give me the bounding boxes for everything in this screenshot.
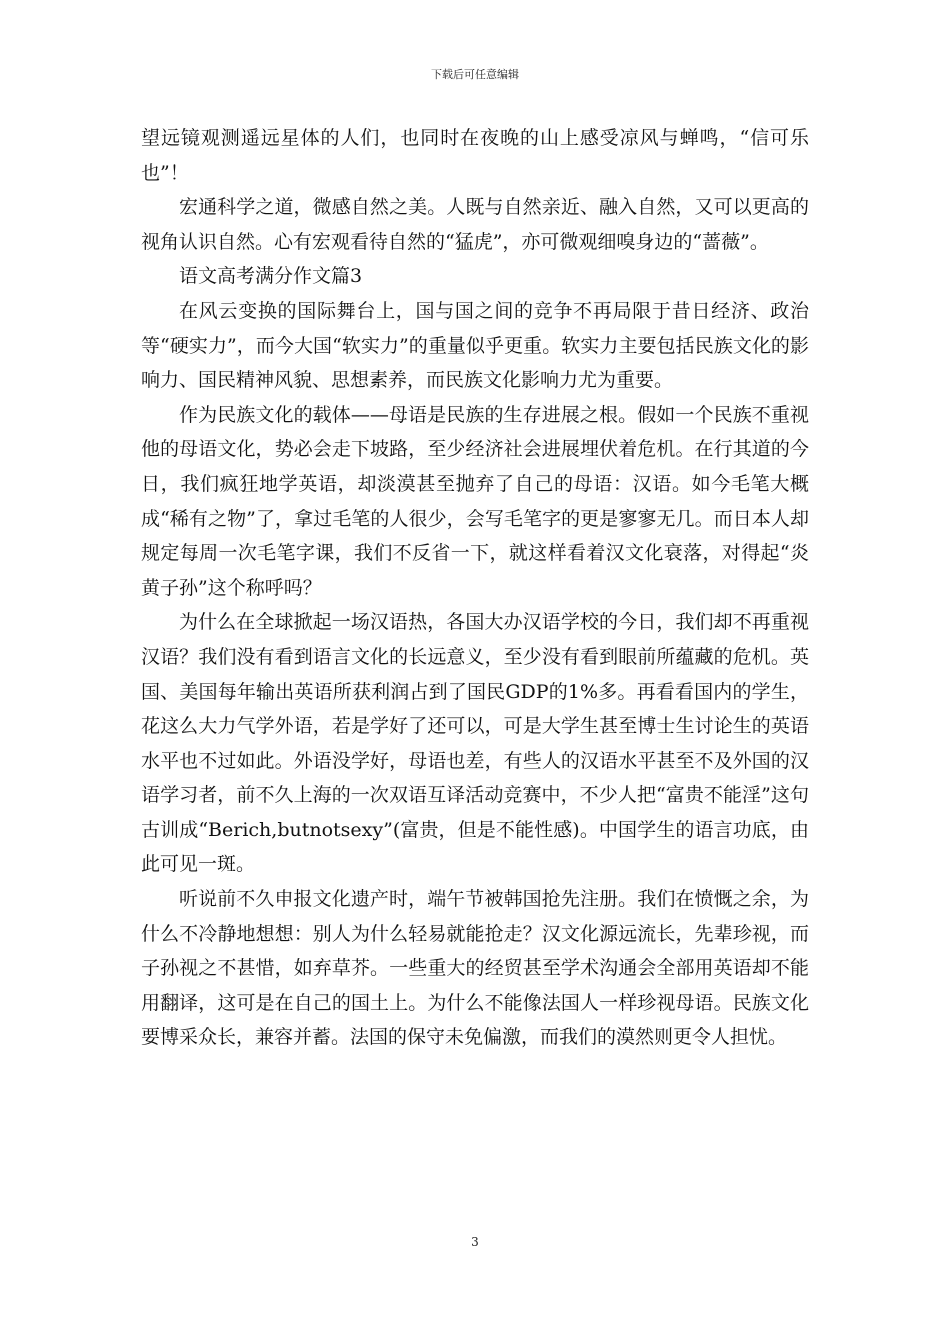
paragraph-continuation: 望远镜观测遥远星体的人们，也同时在夜晚的山上感受凉风与蝉鸣，“信可乐也”！ <box>141 127 809 184</box>
paragraph: 听说前不久申报文化遗产时，端午节被韩国抢先注册。我们在愤慨之余，为什么不冷静地想想：别人为什么轻易就能抢走？汉文化源远流长，先辈珍视，而子孙视之不甚惜，如弃草芥。一些重大的经贸甚至学术沟通会全部用英语却不能用翻译，这可是在自己的国土上。为什么不能像法国人一样珍视母语。民族文化要博采众长，兼容并蓄。法国的保守未免偏激，而我们的漠然则更令人担忧。 <box>141 888 809 1049</box>
paragraph: 作为民族文化的载体——母语是民族的生存进展之根。假如一个民族不重视他的母语文化，势必会走下坡路，至少经济社会进展埋伏着危机。在行其道的今日，我们疯狂地学英语，却淡漠甚至抛弃了自己的母语：汉语。如今毛笔大概成“稀有之物”了，拿过毛笔的人很少，会写毛笔字的更是寥寥无几。而日本人却规定每周一次毛笔字课，我们不反省一下，就这样看着汉文化衰落，对得起“炎黄子孙”这个称呼吗？ <box>141 403 809 599</box>
page-number: 3 <box>471 1235 479 1249</box>
paragraph: 为什么在全球掀起一场汉语热，各国大办汉语学校的今日，我们却不再重视汉语？我们没有看到语言文化的长远意义，至少没有看到眼前所蕴藏的危机。英国、美国每年输出英语所获利润占到了国民GDP的1%多。再看看国内的学生，花这么大力气学外语，若是学好了还可以，可是大学生甚至博士生讨论生的英语水平也不过如此。外语没学好，母语也差，有些人的汉语水平甚至不及外国的汉语学习者，前不久上海的一次双语互译活动竞赛中，不少人把“富贵不能淫”这句古训成“Berich,butnotsexy”(富贵，但是不能性感)。中国学生的语言功底，由此可见一斑。 <box>141 611 809 876</box>
section-title: 语文高考满分作文篇3 <box>179 265 363 288</box>
paragraph: 在风云变换的国际舞台上，国与国之间的竞争不再局限于昔日经济、政治等“硬实力”，而今大国“软实力”的重量似乎更重。软实力主要包括民族文化的影响力、国民精神风貌、思想素养，而民族文化影响力尤为重要。 <box>141 299 809 392</box>
paragraph: 宏通科学之道，微感自然之美。人既与自然亲近、融入自然，又可以更高的视角认识自然。心有宏观看待自然的“猛虎”，亦可微观细嗅身边的“蔷薇”。 <box>141 196 809 253</box>
article-body <box>141 121 809 1055</box>
page-header: 下载后可任意编辑 <box>431 68 519 81</box>
